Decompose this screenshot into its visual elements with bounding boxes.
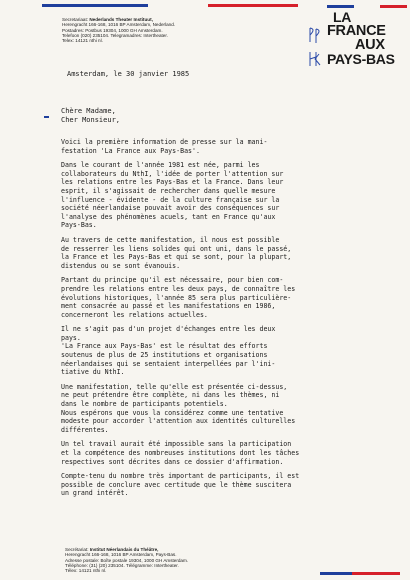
footer-line-1: Secrétariat: Institut Néerlandais du Théâtre, xyxy=(65,547,159,552)
paragraph: Un tel travail aurait été impossible sans la participation et la compétence des nombreuses institutions dont les tâches respectives sont décrites dans ce dossier d'affirmation. xyxy=(61,440,300,466)
top-stripe-white xyxy=(148,4,208,7)
salutation: Chère Madame, Cher Monsieur, xyxy=(61,107,121,124)
logo-line-1: LA xyxy=(333,9,352,25)
logo-line-2: FRANCE xyxy=(327,23,386,39)
paragraph: Compte-tenu du nombre très important de participants, il est possible de conclure avec certitude que le thème suscitera un grand intérêt. xyxy=(61,472,300,498)
footer-line-2: Herengracht 166-168, 1016 BP Amsterdam, Pays-Bas. xyxy=(65,552,177,558)
paragraph: Voici la première information de presse sur la mani- festation 'La France aux Pays-Bas'. xyxy=(61,138,268,155)
paragraph: Partant du principe qu'il est nécessaire, pour bien com- prendre les relations entre les deux pays, de connaître les évolutions historiques, l'année 85 sera plus particulière- ment consacrée au passé et les manifestations en 1986, concerneront les relations actuelles. xyxy=(61,276,296,319)
paragraph: Dans le courant de l'année 1981 est née, parmi les collaborateurs du NthI, l'idée de porter l'attention sur les relations entre les Pays-Bas et la France. Dans leur esprit, il s'agissait de rechercher dans quelle mesure l'influence - évidente - de la culture française sur la société néerlandaise pouvait avoir des conséquences sur l'analyse des phénomènes acuels, tant en France qu'aux Pays-Bas. xyxy=(61,161,284,230)
la-france-aux-pays-bas-logo xyxy=(327,5,407,75)
footer-line-3: Adresse postale: Boîte postale 19304, 1000 GH Amsterdam. xyxy=(65,557,189,563)
letterhead-address xyxy=(62,17,322,43)
letter-body xyxy=(61,138,401,504)
logo-flag-stripe xyxy=(327,5,407,8)
footer-address xyxy=(65,547,325,573)
letterhead-line-2: Herengracht 166-168, 1016 BP Amsterdam, Nederland. xyxy=(62,22,176,28)
handwritten-initials xyxy=(305,26,325,70)
letterhead-line-5: Telex: 14121 nthi nl. xyxy=(62,38,103,44)
paragraph: Une manifestation, telle qu'elle est présentée ci-dessus, ne peut prétendre être complète, ni dans les thèmes, ni dans le nombre de participants potentiels. Nous espérons que vous la considérez comme une tentative modeste pour accorder l'attention aux identités culturelles différentes. xyxy=(61,382,296,434)
bottom-stripe-red xyxy=(352,572,400,575)
letterhead-line-3: Postadres: Postbus 19304, 1000 GH Amsterdam. xyxy=(62,27,163,33)
letter-date: Amsterdam, le 30 janvier 1985 xyxy=(67,70,190,78)
letterhead-line-4: Telefoon (020) 235104. Telegramadres: Intertheater. xyxy=(62,32,168,38)
margin-mark xyxy=(44,116,49,118)
logo-line-3: PAYS-BAS xyxy=(327,51,395,67)
letterhead-line-1: Secretariaat: Nederlands Theater Instituut, xyxy=(62,17,153,22)
bottom-stripe-blue xyxy=(320,572,352,575)
logo-line-2b: AUX xyxy=(355,37,385,53)
footer-line-5: Télex: 14121 nthi nl. xyxy=(65,568,107,574)
paragraph: Au travers de cette manifestation, il nous est possible de resserrer les liens solides qui ont uni, dans le passé, la France et les Pays-Bas et qui se sont, pour la plupart, distendus ou se sont évanouis. xyxy=(61,235,292,270)
footer-line-4: Téléphone: (31) (20) 235104. Télégramme: Intertheater. xyxy=(65,562,179,568)
top-stripe-blue xyxy=(42,4,148,7)
top-stripe-red xyxy=(208,4,298,7)
paragraph: Il ne s'agit pas d'un projet d'échanges entre les deux pays. 'La France aux Pays-Bas' est le résultat des efforts soutenus de plus de 25 institutions et organisations néerlandaises qui se sentaient interpellées par l'ini- tiative du NthI. xyxy=(61,325,276,377)
